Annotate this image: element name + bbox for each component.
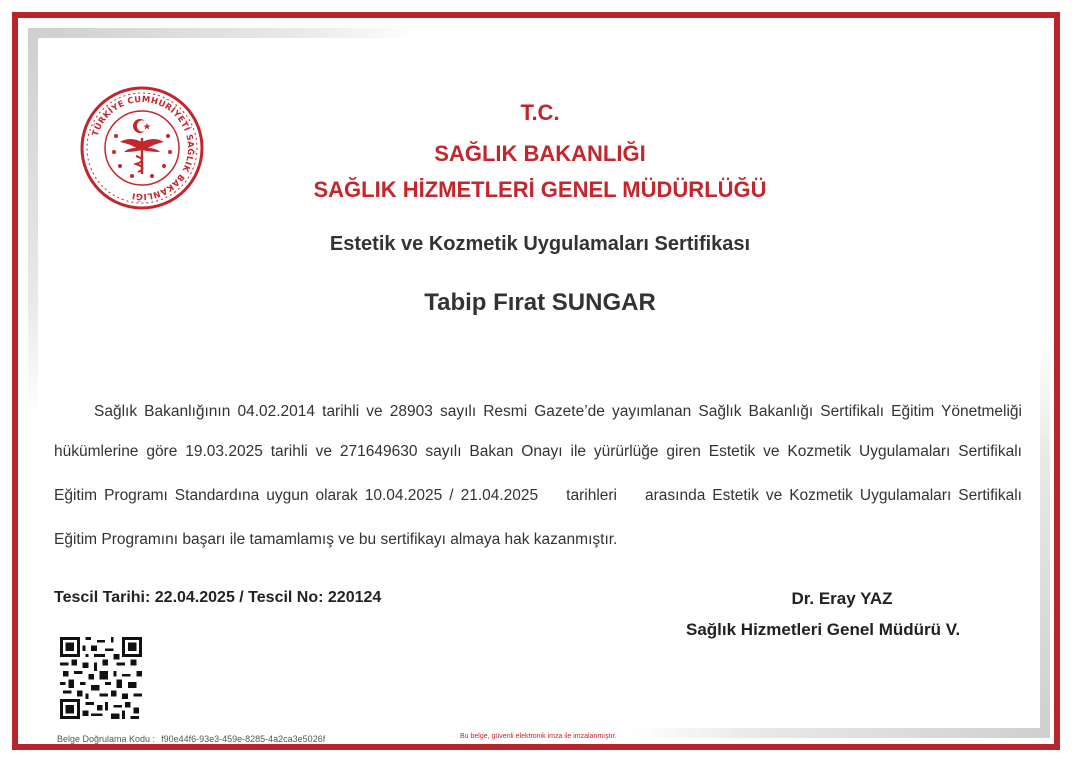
signatory-title: Sağlık Hizmetleri Genel Müdürü V. bbox=[686, 620, 961, 639]
body-line-3: Eğitim Programı Standardına uygun olarak 10.04.2025 / 21.04.2025 tarihleri arasında Estetik ve Kozmetik Uygulamaları Sertifikalı bbox=[54, 487, 1022, 504]
verification-code bbox=[57, 734, 325, 744]
seal-ring-text: TÜRKİYE CUMHURİYETİ SAĞLIK BAKANLIĞI bbox=[89, 93, 197, 203]
body-line-4: Eğitim Programını başarı ile tamamlamış ve bu sertifikayı almaya hak kazanmıştır. bbox=[54, 531, 618, 548]
header-tc: T.C. bbox=[520, 100, 560, 125]
decor-band-top-left bbox=[28, 28, 418, 38]
verification-label: Belge Doğrulama Kodu : bbox=[57, 734, 156, 744]
esign-note: Bu belge, güvenli elektronik imza ile imzalanmıştır. bbox=[460, 733, 617, 740]
certificate-holder: Tabip Fırat SUNGAR bbox=[424, 289, 656, 316]
header-directorate: SAĞLIK HİZMETLERİ GENEL MÜDÜRLÜĞÜ bbox=[313, 177, 767, 202]
decor-band-bottom-right bbox=[630, 728, 1050, 738]
header-ministry: SAĞLIK BAKANLIĞI bbox=[434, 141, 646, 166]
qr-code-icon[interactable] bbox=[60, 637, 142, 719]
decor-band-right bbox=[1040, 338, 1050, 738]
signatory-name: Dr. Eray YAZ bbox=[791, 589, 893, 608]
body-line-1: Sağlık Bakanlığının 04.02.2014 tarihli ve 28903 sayılı Resmi Gazete’de yayımlanan Sağlık Bakanlığı Sertifikalı Eğitim Yönetmeliği bbox=[94, 403, 1022, 420]
verification-value: f90e44f6-93e3-459e-8285-4a2ca3e5026f bbox=[161, 734, 326, 744]
certificate-title: Estetik ve Kozmetik Uygulamaları Sertifikası bbox=[329, 233, 751, 255]
decor-band-left bbox=[28, 28, 38, 418]
registration-info: Tescil Tarihi: 22.04.2025 / Tescil No: 220124 bbox=[54, 589, 382, 606]
body-line-2: hükümlerine göre 19.03.2025 tarihli ve 271649630 sayılı Bakan Onayı ile yürürlüğe giren Estetik ve Kozmetik Uygulamaları Sertifikalı bbox=[54, 443, 1022, 460]
